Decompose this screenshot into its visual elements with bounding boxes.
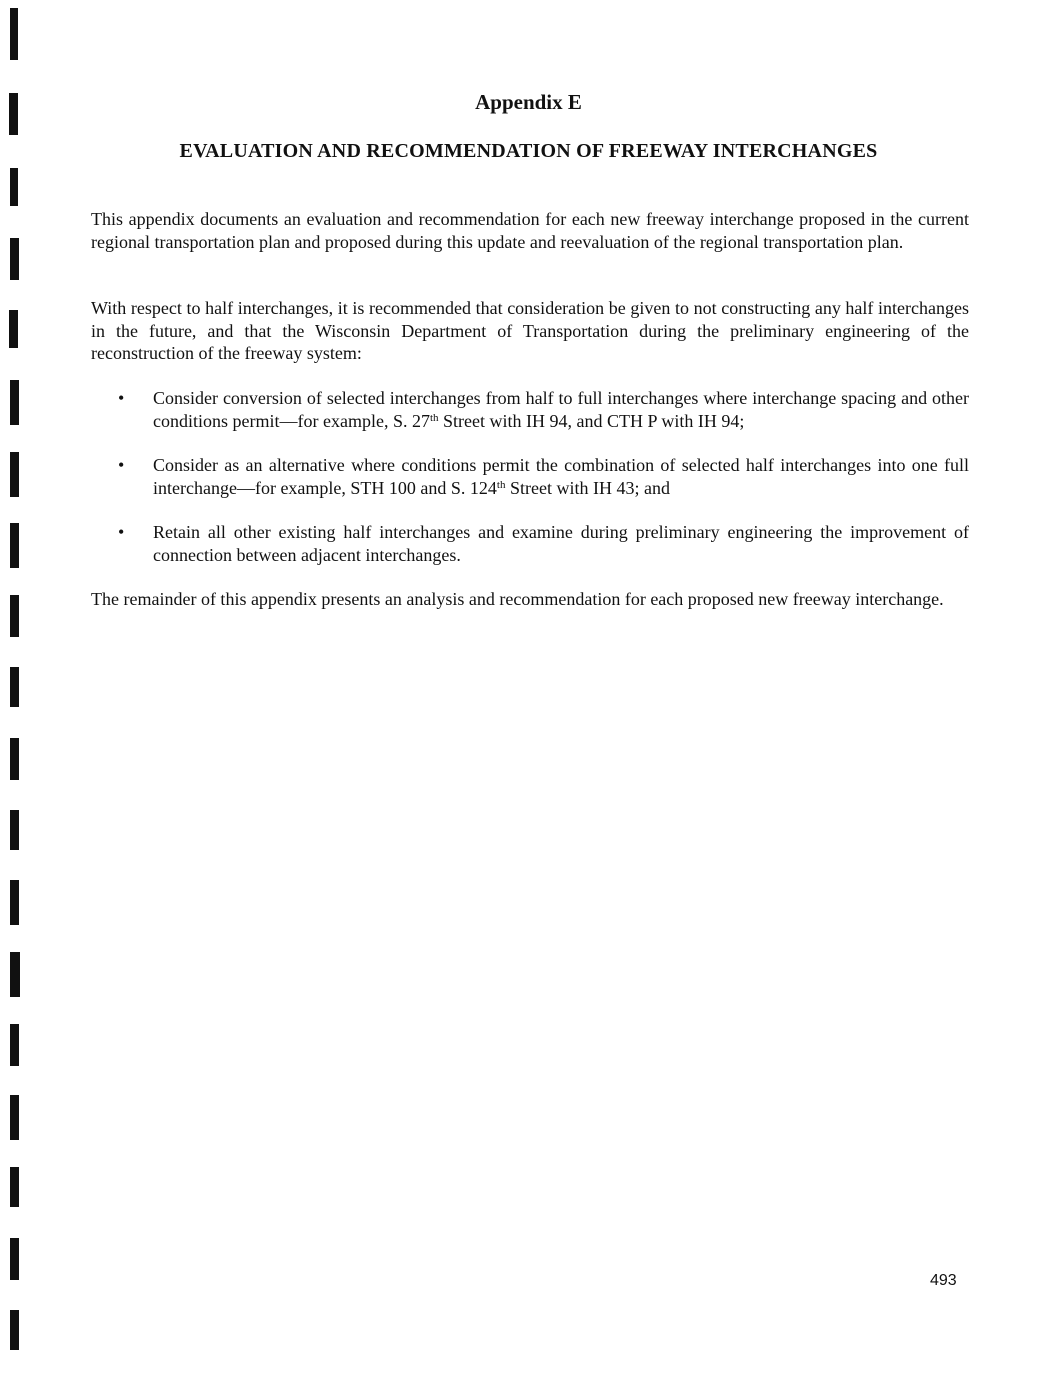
- binding-mark: [10, 1024, 19, 1066]
- binding-mark: [10, 168, 18, 206]
- binding-mark: [10, 1310, 19, 1350]
- binding-mark: [10, 452, 19, 497]
- binding-mark: [10, 1095, 19, 1140]
- binding-mark: [10, 1167, 19, 1207]
- list-item: [118, 454, 969, 499]
- intro-paragraph: This appendix documents an evaluation and recommendation for each new freeway interchange proposed in the current regional transportation plan and proposed during this update and reevaluation of the regional transportation plan.: [91, 209, 969, 252]
- list-item: [118, 387, 969, 432]
- binding-mark: [10, 238, 19, 280]
- binding-mark: [10, 595, 19, 637]
- binding-mark: [10, 523, 19, 568]
- list-item-text: Consider conversion of selected interchanges from half to full interchanges where interchange spacing and other conditions permit—for example, S. 27th Street with IH 94, and CTH P with IH 94;: [153, 388, 969, 431]
- closing-paragraph: The remainder of this appendix presents an analysis and recommendation for each proposed new freeway interchange.: [91, 589, 944, 609]
- list-item-text: Consider as an alternative where conditions permit the combination of selected half interchanges into one full interchange—for example, STH 100 and S. 124th Street with IH 43; and: [153, 455, 969, 498]
- binding-mark: [10, 667, 19, 707]
- list-item: [118, 521, 969, 566]
- bullet-icon: •: [118, 388, 125, 408]
- binding-mark: [10, 880, 19, 925]
- list-item-text: Retain all other existing half interchanges and examine during preliminary engineering the improvement of connection between adjacent interchanges.: [153, 522, 969, 565]
- bullet-icon: •: [118, 522, 125, 542]
- binding-mark: [10, 738, 19, 780]
- binding-mark: [10, 952, 20, 997]
- appendix-label: Appendix E: [475, 90, 582, 114]
- binding-mark: [10, 380, 19, 425]
- page-number: 493: [930, 1272, 957, 1289]
- binding-mark: [10, 1238, 19, 1280]
- bullet-icon: •: [118, 455, 125, 475]
- binding-holes-strip: [0, 0, 40, 1379]
- half-interchanges-paragraph: With respect to half interchanges, it is recommended that consideration be given to not constructing any half interchanges in the future, and that the Wisconsin Department of Transportation during the preliminary engineering of the reconstruction of the freeway system:: [91, 298, 969, 363]
- appendix-title: EVALUATION AND RECOMMENDATION OF FREEWAY INTERCHANGES: [179, 140, 878, 162]
- binding-mark: [10, 810, 19, 850]
- binding-mark: [10, 8, 18, 60]
- binding-mark: [9, 310, 18, 348]
